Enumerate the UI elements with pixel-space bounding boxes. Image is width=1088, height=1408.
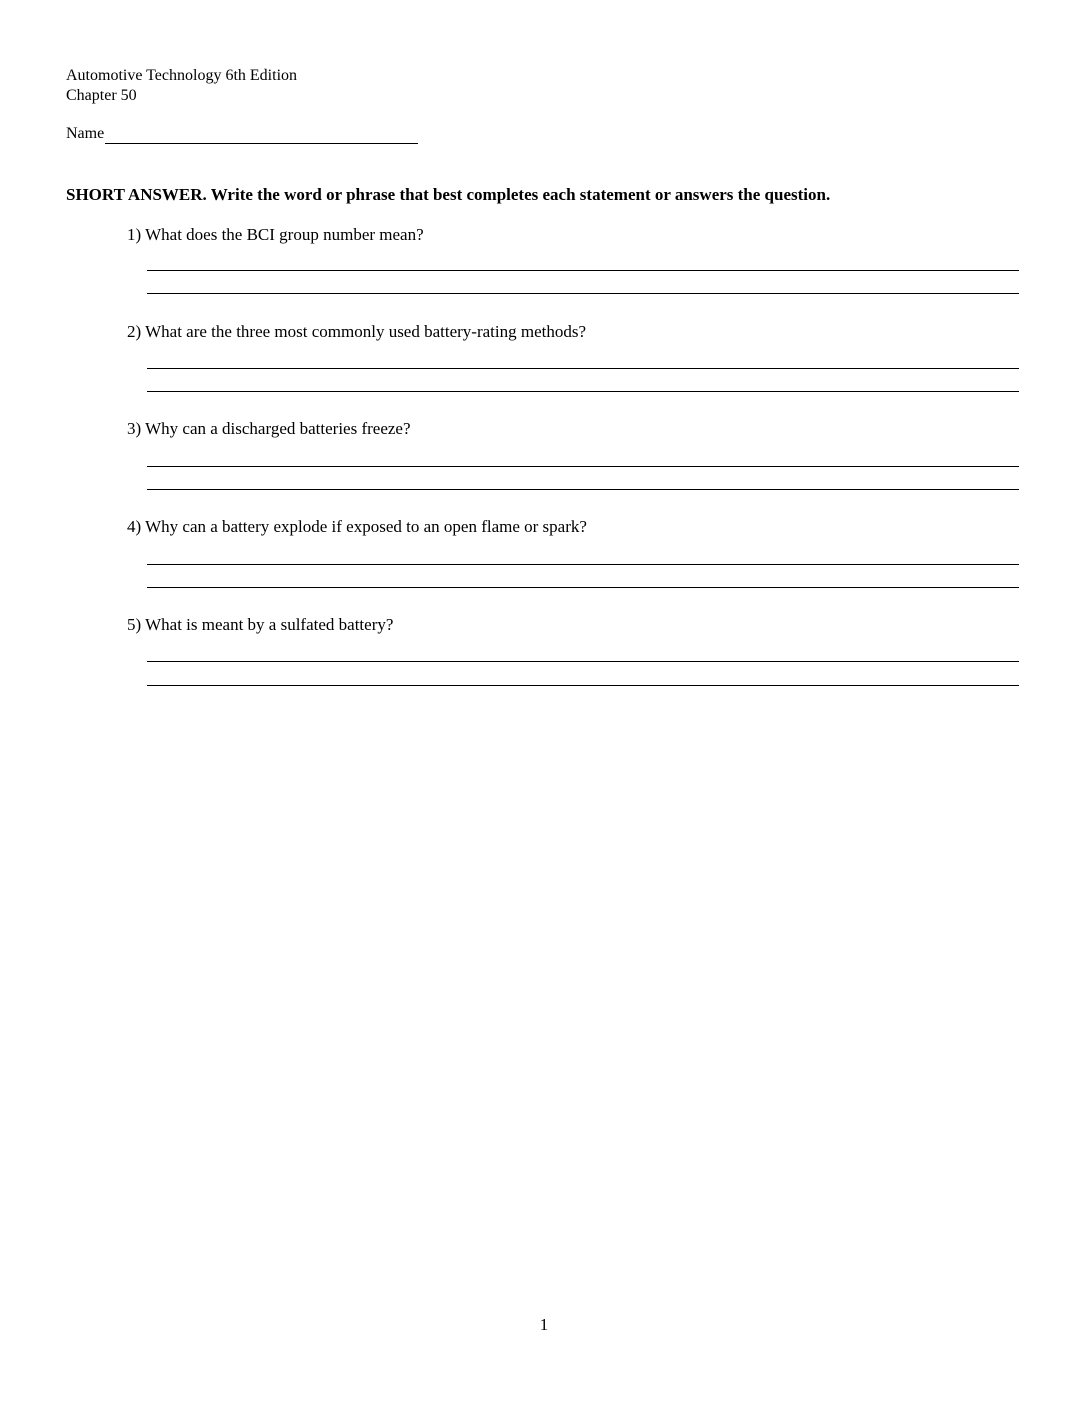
answer-line[interactable] [147,685,1019,686]
answer-line[interactable] [147,466,1019,467]
question-5: 5) What is meant by a sulfated battery? [127,615,394,634]
answer-line[interactable] [147,587,1019,588]
document-header [66,66,297,106]
answer-line[interactable] [147,391,1019,392]
page-number: 1 [539,1315,549,1334]
question-2: 2) What are the three most commonly used battery-rating methods? [127,322,587,341]
answer-line[interactable] [147,293,1019,294]
question-1: 1) What does the BCI group number mean? [127,225,424,244]
answer-line[interactable] [147,564,1019,565]
name-blank-line[interactable] [105,125,418,144]
instructions: SHORT ANSWER. Write the word or phrase that best completes each statement or answers the question. [66,185,831,204]
question-3: 3) Why can a discharged batteries freeze? [127,419,411,438]
name-label: Name [66,125,105,142]
chapter-label: Chapter 50 [66,87,137,104]
book-title: Automotive Technology 6th Edition [66,67,298,84]
answer-line[interactable] [147,661,1019,662]
answer-line[interactable] [147,489,1019,490]
answer-line[interactable] [147,270,1019,271]
question-4: 4) Why can a battery explode if exposed to an open flame or spark? [127,517,587,536]
name-field-row [66,124,418,144]
answer-line[interactable] [147,368,1019,369]
